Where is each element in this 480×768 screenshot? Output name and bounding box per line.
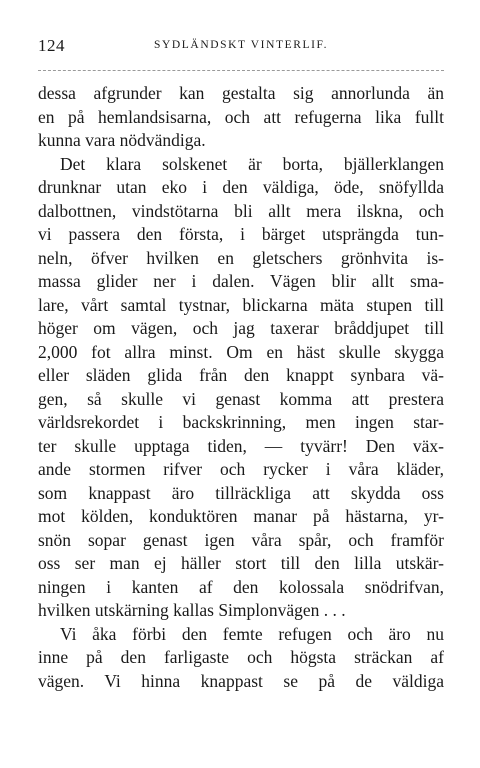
header-rule [38, 70, 444, 71]
text-line: snön sopar genast igen våra spår, och framför [38, 529, 444, 550]
text-line: hvilken utskärning kallas Simplonvägen . . . [38, 600, 346, 620]
text-line: som knappast äro tillräckliga att skydda oss [38, 482, 444, 503]
text-line: dalbottnen, vindstötarna bli allt mera ilskna, och [38, 200, 444, 221]
running-head [38, 36, 443, 58]
running-title: SYDLÄNDSKT VINTERLIF. [154, 39, 329, 51]
text-line: mot kölden, konduktören manar på hästarna, yr- [38, 506, 444, 526]
text-line: Det klara solskenet är borta, bjällerklangen [60, 153, 444, 174]
body-text [38, 82, 444, 693]
text-line: oss ser man ej häller stort till den lilla utskär- [38, 553, 444, 573]
text-line: massa glider ner i dalen. Vägen blir allt sma- [38, 271, 444, 291]
text-line: höger om vägen, och jag taxerar bråddjupet till [38, 318, 444, 338]
text-line: eller släden glida från den knappt synbara vä- [38, 365, 444, 385]
text-line: 2,000 fot allra minst. Om en häst skulle skygga [38, 341, 444, 362]
text-line: världsrekordet i backskrinning, men ingen star- [38, 412, 444, 432]
text-line: ningen i kanten af den kolossala snödrifvan, [38, 576, 444, 597]
text-line: lare, vårt samtal tystnar, blickarna mäta stupen till [38, 294, 444, 315]
page-number: 124 [38, 36, 65, 55]
text-line: ande stormen rifver och rycker i våra kläder, [38, 459, 444, 479]
text-line: Vi åka förbi den femte refugen och äro nu [60, 623, 444, 644]
text-line: kunna vara nödvändiga. [38, 130, 206, 150]
text-line: vi passera den första, i bärget utsprängda tun- [38, 224, 444, 244]
text-line: neln, öfver hvilken en gletschers grönhvita is- [38, 247, 444, 268]
text-line: en på hemlandsisarna, och att refugerna lika fullt [38, 106, 444, 127]
text-line: drunknar utan eko i den väldiga, öde, snöfyllda [38, 177, 444, 197]
text-line: dessa afgrunder kan gestalta sig annorlunda än [38, 83, 444, 103]
text-line: inne på den farligaste och högsta sträckan af [38, 647, 444, 667]
text-line: ter skulle upptaga tiden, — tyvärr! Den väx- [38, 435, 444, 456]
text-line: gen, så skulle vi genast komma att prestera [38, 388, 444, 409]
text-line: vägen. Vi hinna knappast se på de väldiga [38, 670, 444, 691]
